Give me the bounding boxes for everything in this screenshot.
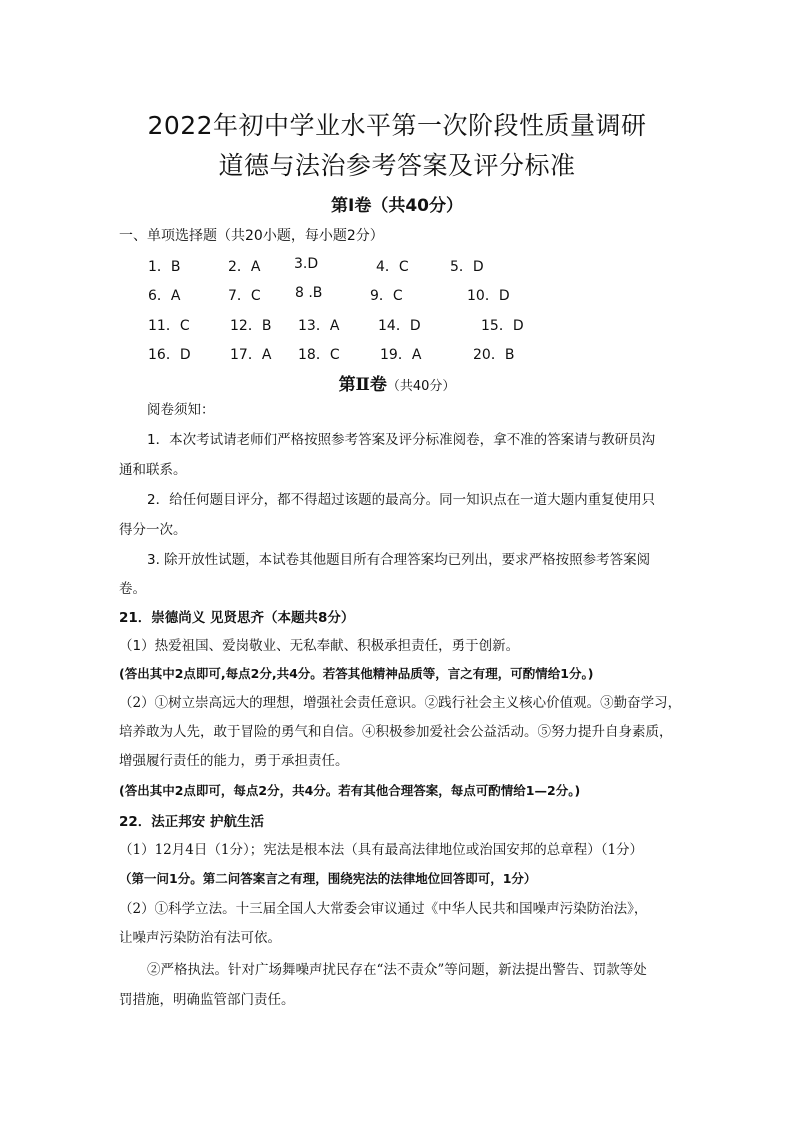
page-title: 2022年初中学业水平第一次阶段性质量调研 xyxy=(147,111,647,140)
part1-heading: 第Ⅰ卷（共40分） xyxy=(331,196,463,216)
answer-item: 7．C xyxy=(228,288,261,304)
notice-title: 阅卷须知： xyxy=(147,402,215,418)
page-subtitle: 道德与法治参考答案及评分标准 xyxy=(218,151,576,180)
part2-heading-points: （共40分） xyxy=(386,379,456,394)
answer-item: 16．D xyxy=(148,347,191,363)
part2-heading xyxy=(0,370,794,395)
q21-answer-2-note: (答出其中2点即可，每点2分，共4分。若有其他合理答案，每点可酌情给1—2分。) xyxy=(119,783,581,798)
answer-item: 6．A xyxy=(148,288,181,304)
answer-item: 14．D xyxy=(378,318,421,334)
part2-heading-main: 第Ⅱ卷 xyxy=(338,375,387,395)
answer-item: 11．C xyxy=(148,318,190,334)
q21-answer-2-line1: （2）①树立崇高远大的理想，增强社会责任意识。②践行社会主义核心价值观。③勤奋学习， xyxy=(119,695,682,711)
q21-answer-2-line2: 培养敢为人先，敢于冒险的勇气和自信。④积极参加爱社会公益活动。⑤努力提升自身素质， xyxy=(119,724,673,740)
answer-item: 17．A xyxy=(230,347,272,363)
answer-item: 15．D xyxy=(481,318,524,334)
q22-answer-2-line2: 让噪声污染防治有法可依。 xyxy=(119,930,281,946)
notice-2: 2．给任何题目评分，都不得超过该题的最高分。同一知识点在一道大题内重复使用只 xyxy=(147,492,656,508)
answer-item: 5．D xyxy=(450,259,484,275)
answer-item: 2．A xyxy=(228,259,261,275)
q21-answer-1-note: (答出其中2点即可,每点2分,共4分。若答其他精神品质等，言之有理，可酌情给1分。) xyxy=(119,666,594,681)
q21-title: 21．崇德尚义 见贤思齐（本题共8分） xyxy=(119,610,355,626)
answer-item: 1．B xyxy=(148,259,181,275)
notice-3-cont: 卷。 xyxy=(119,581,146,597)
answer-item: 13．A xyxy=(298,318,340,334)
answer-item: 19．A xyxy=(380,347,422,363)
notice-1-cont: 通和联系。 xyxy=(119,462,187,478)
answer-item: 3.D xyxy=(294,256,319,272)
answer-item: 4．C xyxy=(376,259,409,275)
q22-answer-1: （1）12月4日（1分）；宪法是根本法（具有最高法律地位或治国安邦的总章程）（1分） xyxy=(119,842,644,858)
q22-answer-3-line1: ②严格执法。针对广场舞噪声扰民存在“法不责众”等问题，新法提出警告、罚款等处 xyxy=(147,962,647,978)
q22-answer-1-note: （第一问1分。第二问答案言之有理，围绕宪法的法律地位回答即可，1分） xyxy=(119,871,537,886)
answer-item: 12．B xyxy=(230,318,272,334)
notice-2-cont: 得分一次。 xyxy=(119,522,187,538)
q22-answer-2-line1: （2）①科学立法。十三届全国人大常委会审议通过《中华人民共和国噪声污染防治法》， xyxy=(119,901,648,917)
answer-item: 10．D xyxy=(467,288,510,304)
q21-answer-1: （1）热爱祖国、爱岗敬业、无私奉献、积极承担责任，勇于创新。 xyxy=(119,638,520,654)
answer-item: 9．C xyxy=(370,288,403,304)
answer-item: 18．C xyxy=(298,347,340,363)
q22-title: 22．法正邦安 护航生活 xyxy=(119,814,264,830)
q21-answer-2-line3: 增强履行责任的能力，勇于承担责任。 xyxy=(119,753,349,769)
notice-3: 3. 除开放性试题，本试卷其他题目所有合理答案均已列出，要求严格按照参考答案阅 xyxy=(147,552,651,568)
section-title-choice: 一、单项选择题（共20小题，每小题2分） xyxy=(119,228,384,244)
q22-answer-3-line2: 罚措施，明确监管部门责任。 xyxy=(119,992,295,1008)
answer-item: 8 .B xyxy=(295,285,323,301)
answer-item: 20．B xyxy=(473,347,515,363)
notice-1: 1．本次考试请老师们严格按照参考答案及评分标准阅卷，拿不准的答案请与教研员沟 xyxy=(147,432,656,448)
